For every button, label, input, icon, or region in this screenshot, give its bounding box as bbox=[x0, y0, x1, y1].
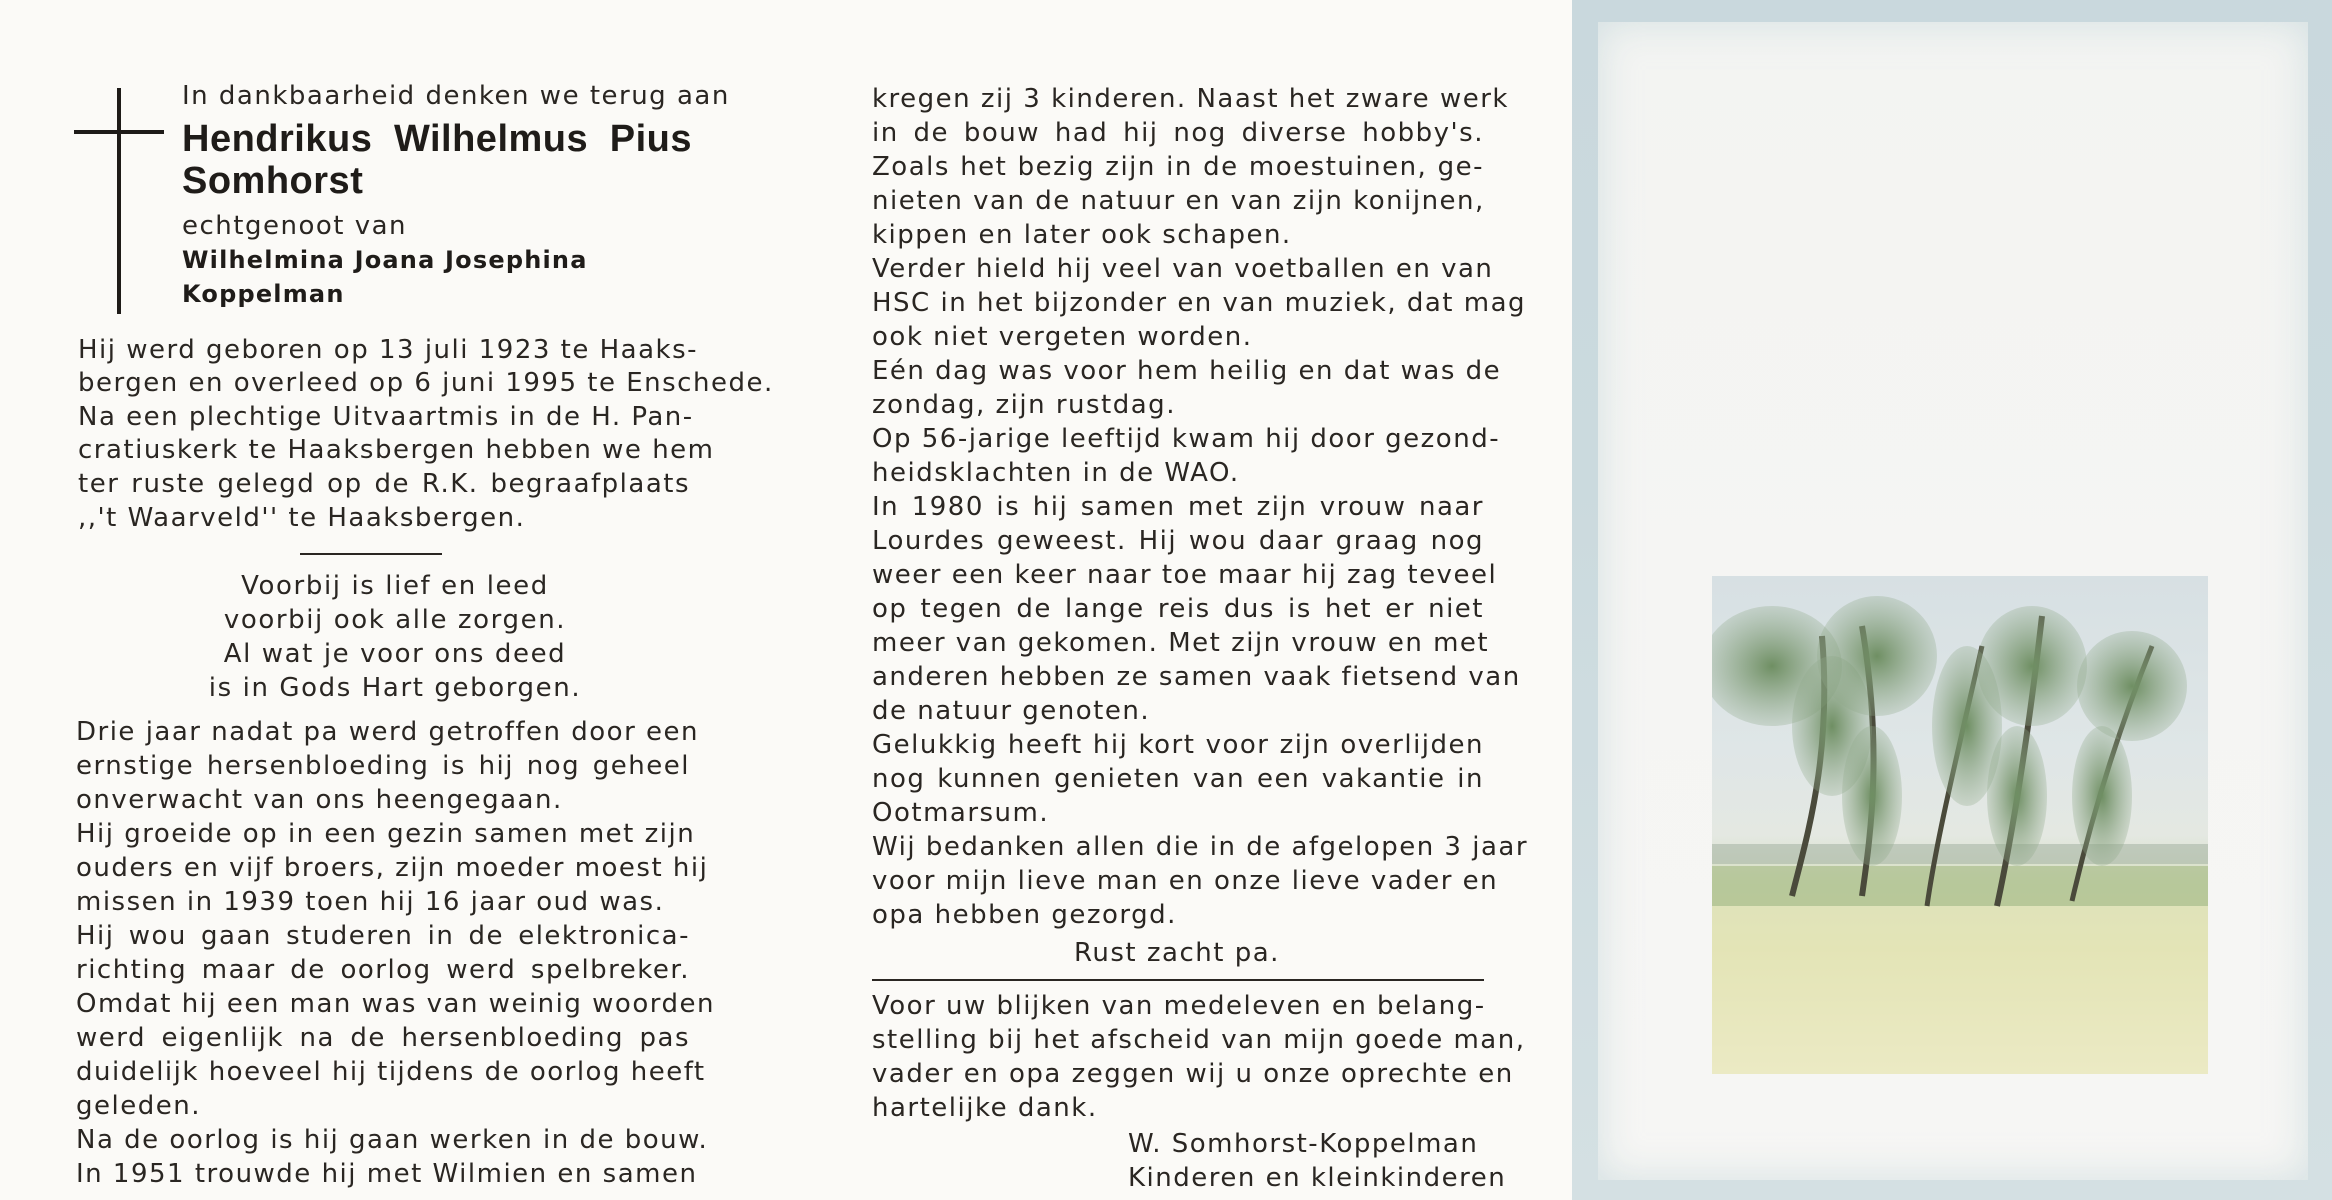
story-line: Gelukkig heeft hij kort voor zijn overlijden bbox=[872, 730, 1484, 760]
story-line: Lourdes geweest. Hij wou daar graag nog bbox=[872, 526, 1484, 556]
deceased-name-line1: Hendrikus Wilhelmus Pius bbox=[182, 118, 692, 160]
signature-widow: W. Somhorst-Koppelman bbox=[1128, 1129, 1479, 1159]
spouse-intro: echtgenoot van bbox=[182, 211, 408, 241]
story-line: voor mijn lieve man en onze lieve vader en bbox=[872, 866, 1499, 896]
story-line: nieten van de natuur en van zijn konijnen, bbox=[872, 186, 1485, 216]
story-line: Hij groeide op in een gezin samen met zijn bbox=[76, 819, 696, 849]
story-line: richting maar de oorlog werd spelbreker. bbox=[76, 955, 690, 985]
story-line: ernstige hersenbloeding is hij nog geheel bbox=[76, 751, 690, 781]
story-line: Verder hield hij veel van voetballen en van bbox=[872, 254, 1494, 284]
story-line: opa hebben gezorgd. bbox=[872, 900, 1177, 930]
thanks-line: hartelijke dank. bbox=[872, 1093, 1098, 1123]
cross-bar bbox=[74, 130, 164, 134]
story-line: HSC in het bijzonder en van muziek, dat mag bbox=[872, 288, 1527, 318]
story-line: Drie jaar nadat pa werd getroffen door een bbox=[76, 717, 700, 747]
story-line: heidsklachten in de WAO. bbox=[872, 458, 1240, 488]
story-line: Zoals het bezig zijn in de moestuinen, ge- bbox=[872, 152, 1484, 182]
bio-line: ,,'t Waarveld'' te Haaksbergen. bbox=[78, 503, 526, 533]
story-line: nog kunnen genieten van een vakantie in bbox=[872, 764, 1484, 794]
story-line: de natuur genoten. bbox=[872, 696, 1151, 726]
bio-line: bergen en overleed op 6 juni 1995 te Enschede. bbox=[78, 368, 774, 398]
poem-line: voorbij ook alle zorgen. bbox=[223, 605, 567, 635]
story-line: Omdat hij een man was van weinig woorden bbox=[76, 989, 715, 1019]
story-line: onverwacht van ons heengegaan. bbox=[76, 785, 563, 815]
thanks-line: vader en opa zeggen wij u onze oprechte en bbox=[872, 1059, 1514, 1089]
poem-line: Voorbij is lief en leed bbox=[241, 571, 549, 601]
story-line: kippen en later ook schapen. bbox=[872, 220, 1292, 250]
story-line: Op 56-jarige leeftijd kwam hij door gezond- bbox=[872, 424, 1501, 454]
deceased-name-line2: Somhorst bbox=[182, 160, 364, 202]
closing-line: Rust zacht pa. bbox=[1074, 938, 1280, 968]
story-line: Eén dag was voor hem heilig en dat was de bbox=[872, 356, 1502, 386]
story-line: anderen hebben ze samen vaak fietsend van bbox=[872, 662, 1521, 692]
story-line: duidelijk hoeveel hij tijdens de oorlog heeft bbox=[76, 1057, 706, 1087]
story-line: geleden. bbox=[76, 1091, 201, 1121]
story-line: ook niet vergeten worden. bbox=[872, 322, 1253, 352]
trees-illustration bbox=[1712, 576, 2208, 1074]
story-line: missen in 1939 toen hij 16 jaar oud was. bbox=[76, 887, 665, 917]
signature-family: Kinderen en kleinkinderen bbox=[1128, 1163, 1507, 1193]
story-line: op tegen de lange reis dus is het er niet bbox=[872, 594, 1484, 624]
spouse-name-line2: Koppelman bbox=[182, 280, 345, 308]
header-intro: In dankbaarheid denken we terug aan bbox=[182, 81, 730, 111]
divider bbox=[872, 979, 1484, 981]
divider bbox=[300, 553, 442, 555]
story-line: werd eigenlijk na de hersenbloeding pas bbox=[76, 1023, 690, 1053]
story-line: kregen zij 3 kinderen. Naast het zware werk bbox=[872, 84, 1509, 114]
poem-line: is in Gods Hart geborgen. bbox=[208, 673, 582, 703]
story-line: Wij bedanken allen die in de afgelopen 3 jaar bbox=[872, 832, 1529, 862]
story-line: In 1951 trouwde hij met Wilmien en samen bbox=[76, 1159, 698, 1189]
spouse-name-line1: Wilhelmina Joana Josephina bbox=[182, 246, 588, 274]
story-line: Ootmarsum. bbox=[872, 798, 1050, 828]
cross-icon bbox=[117, 88, 121, 314]
thanks-line: Voor uw blijken van medeleven en belang- bbox=[872, 991, 1486, 1021]
story-line: ouders en vijf broers, zijn moeder moest hij bbox=[76, 853, 709, 883]
story-line: meer van gekomen. Met zijn vrouw en met bbox=[872, 628, 1490, 658]
bio-line: Hij werd geboren op 13 juli 1923 te Haaks- bbox=[78, 335, 699, 365]
landscape-photo bbox=[1712, 576, 2208, 1074]
bio-line: Na een plechtige Uitvaartmis in de H. Pan- bbox=[78, 402, 694, 432]
story-line: in de bouw had hij nog diverse hobby's. bbox=[872, 118, 1484, 148]
story-line: Na de oorlog is hij gaan werken in de bouw. bbox=[76, 1125, 709, 1155]
story-line: Hij wou gaan studeren in de elektronica- bbox=[76, 921, 690, 951]
bio-line: ter ruste gelegd op de R.K. begraafplaats bbox=[78, 469, 690, 499]
story-line: weer een keer naar toe maar hij zag teveel bbox=[872, 560, 1498, 590]
story-line: In 1980 is hij samen met zijn vrouw naar bbox=[872, 492, 1484, 522]
bio-line: cratiuskerk te Haaksbergen hebben we hem bbox=[78, 435, 715, 465]
thanks-line: stelling bij het afscheid van mijn goede man, bbox=[872, 1025, 1526, 1055]
story-line: zondag, zijn rustdag. bbox=[872, 390, 1176, 420]
poem-line: Al wat je voor ons deed bbox=[223, 639, 567, 669]
